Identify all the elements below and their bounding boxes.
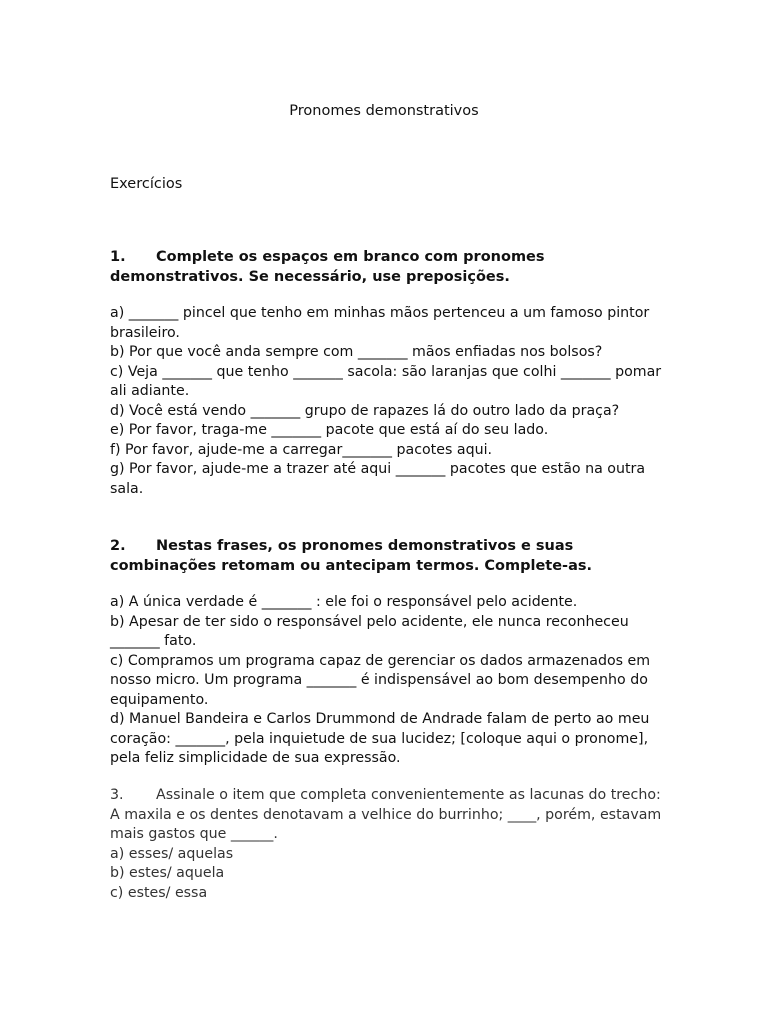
question-1-heading-text: Complete os espaços em branco com pronomes demonstrativos. Se necessário, use preposições. xyxy=(110,249,545,285)
question-3-number: 3. xyxy=(110,787,124,803)
question-2-heading xyxy=(110,537,670,576)
question-1-item-g: g) Por favor, ajude-me a trazer até aqui _______ pacotes que estão na outra sala. xyxy=(110,461,646,497)
question-1-heading xyxy=(110,248,670,287)
question-1-item-e: e) Por favor, traga-me _______ pacote que está aí do seu lado. xyxy=(110,422,549,438)
question-2-items xyxy=(110,593,670,769)
question-3-heading-text: Assinale o item que completa convenientemente as lacunas do trecho: xyxy=(156,787,661,803)
question-2-item-b: b) Apesar de ter sido o responsável pelo acidente, ele nunca reconheceu _______ fato. xyxy=(110,613,629,649)
question-2 xyxy=(110,537,670,576)
question-1-items xyxy=(110,304,670,499)
question-3-option-b: b) estes/ aquela xyxy=(110,865,225,881)
question-3-option-a: a) esses/ aquelas xyxy=(110,845,234,862)
section-subtitle: Exercícios xyxy=(110,176,183,192)
page-title: Pronomes demonstrativos xyxy=(289,103,479,119)
question-1-number: 1. xyxy=(110,249,126,265)
question-2-item-a: a) A única verdade é _______ : ele foi o responsável pelo acidente. xyxy=(110,594,578,610)
question-3-excerpt: A maxila e os dentes denotavam a velhice do burrinho; ____, porém, estavam mais gastos que ______. xyxy=(110,806,662,842)
question-2-heading-text: Nestas frases, os pronomes demonstrativos e suas combinações retomam ou antecipam termos. Complete-as. xyxy=(110,538,592,574)
question-1-item-c: c) Veja _______ que tenho _______ sacola: são laranjas que colhi _______ pomar ali adiante. xyxy=(110,363,662,399)
question-3 xyxy=(110,786,670,903)
question-1-item-a: a) _______ pincel que tenho em minhas mãos pertenceu a um famoso pintor brasileiro. xyxy=(110,305,650,341)
question-2-number: 2. xyxy=(110,538,126,554)
question-3-heading xyxy=(110,786,670,806)
question-1-item-f: f) Por favor, ajude-me a carregar_______ pacotes aqui. xyxy=(110,441,493,458)
question-2-item-d: d) Manuel Bandeira e Carlos Drummond de Andrade falam de perto ao meu coração: _______, pela inquietude de sua lucidez; [coloque aqui o pronome], pela feliz simplicidade de sua expressão. xyxy=(110,711,650,766)
question-1-item-b: b) Por que você anda sempre com _______ mãos enfiadas nos bolsos? xyxy=(110,344,603,360)
question-1 xyxy=(110,248,670,287)
question-1-item-d: d) Você está vendo _______ grupo de rapazes lá do outro lado da praça? xyxy=(110,402,620,419)
question-2-item-c: c) Compramos um programa capaz de gerenciar os dados armazenados em nosso micro. Um programa _______ é indispensável ao bom desempenho do equipamento. xyxy=(110,652,651,708)
question-3-option-c: c) estes/ essa xyxy=(110,884,208,901)
